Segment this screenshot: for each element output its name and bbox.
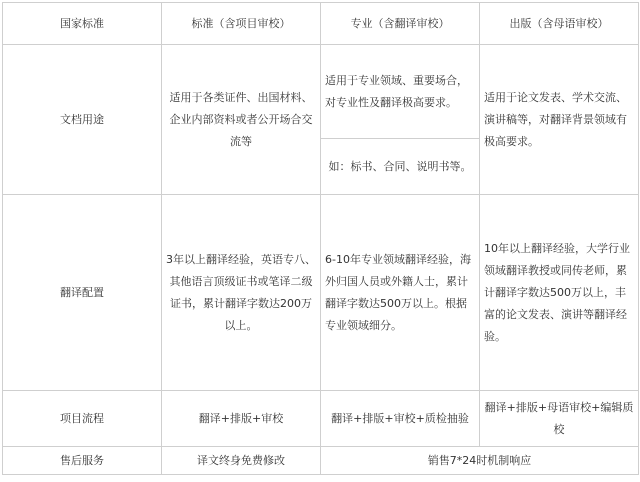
usage-professional-top-text: 适用于专业领域、重要场合，对专业性及翻译极高要求。 [325,73,468,109]
process-row [3,391,639,447]
translators-professional-text: 6-10年专业领域翻译经验，海外归国人员或外籍人士，累计翻译字数达500万以上。根据专业领域细分。 [325,252,471,332]
usage-row [3,45,639,139]
usage-standard [162,45,321,195]
header-row [3,3,639,45]
usage-publish-text: 适用于论文发表、学术交流、演讲稿等，对翻译背景领域有极高要求。 [484,90,627,148]
usage-publish [480,45,639,195]
translators-publish [480,195,639,391]
after-sales-standard: 译文终身免费修改 [162,447,321,475]
after-sales-row [3,447,639,475]
usage-label: 文档用途 [3,45,162,195]
header-cell-publish: 出版（含母语审校） [480,3,639,45]
header-cell-professional: 专业（含翻译审校） [321,3,480,45]
translators-standard-text: 3年以上翻译经验，英语专八、其他语言顶级证书或笔译二级证书，累计翻译字数达200万以上。 [166,252,316,332]
translators-label: 翻译配置 [3,195,162,391]
process-publish: 翻译+排版+母语审校+编辑质校 [480,391,639,447]
process-label: 项目流程 [3,391,162,447]
usage-professional-bottom [321,139,480,195]
header-cell-standard-name: 国家标准 [3,3,162,45]
process-professional: 翻译+排版+审校+质检抽验 [321,391,480,447]
process-standard: 翻译+排版+审校 [162,391,321,447]
translators-row [3,195,639,391]
after-sales-other: 销售7*24时机制响应 [321,447,639,475]
after-sales-label: 售后服务 [3,447,162,475]
usage-professional-top [321,45,480,139]
usage-standard-text: 适用于各类证件、出国材料、企业内部资料或者公开场合交流等 [169,90,313,148]
translators-publish-text: 10年以上翻译经验，大学行业领域翻译教授或同传老师，累计翻译字数达500万以上，丰富的论文发表、演讲等翻译经验。 [484,241,630,343]
comparison-table [2,2,639,475]
header-cell-standard: 标准（含项目审校） [162,3,321,45]
translators-professional [321,195,480,391]
usage-professional-bottom-text: 如：标书、合同、说明书等。 [328,159,472,173]
translators-standard [162,195,321,391]
